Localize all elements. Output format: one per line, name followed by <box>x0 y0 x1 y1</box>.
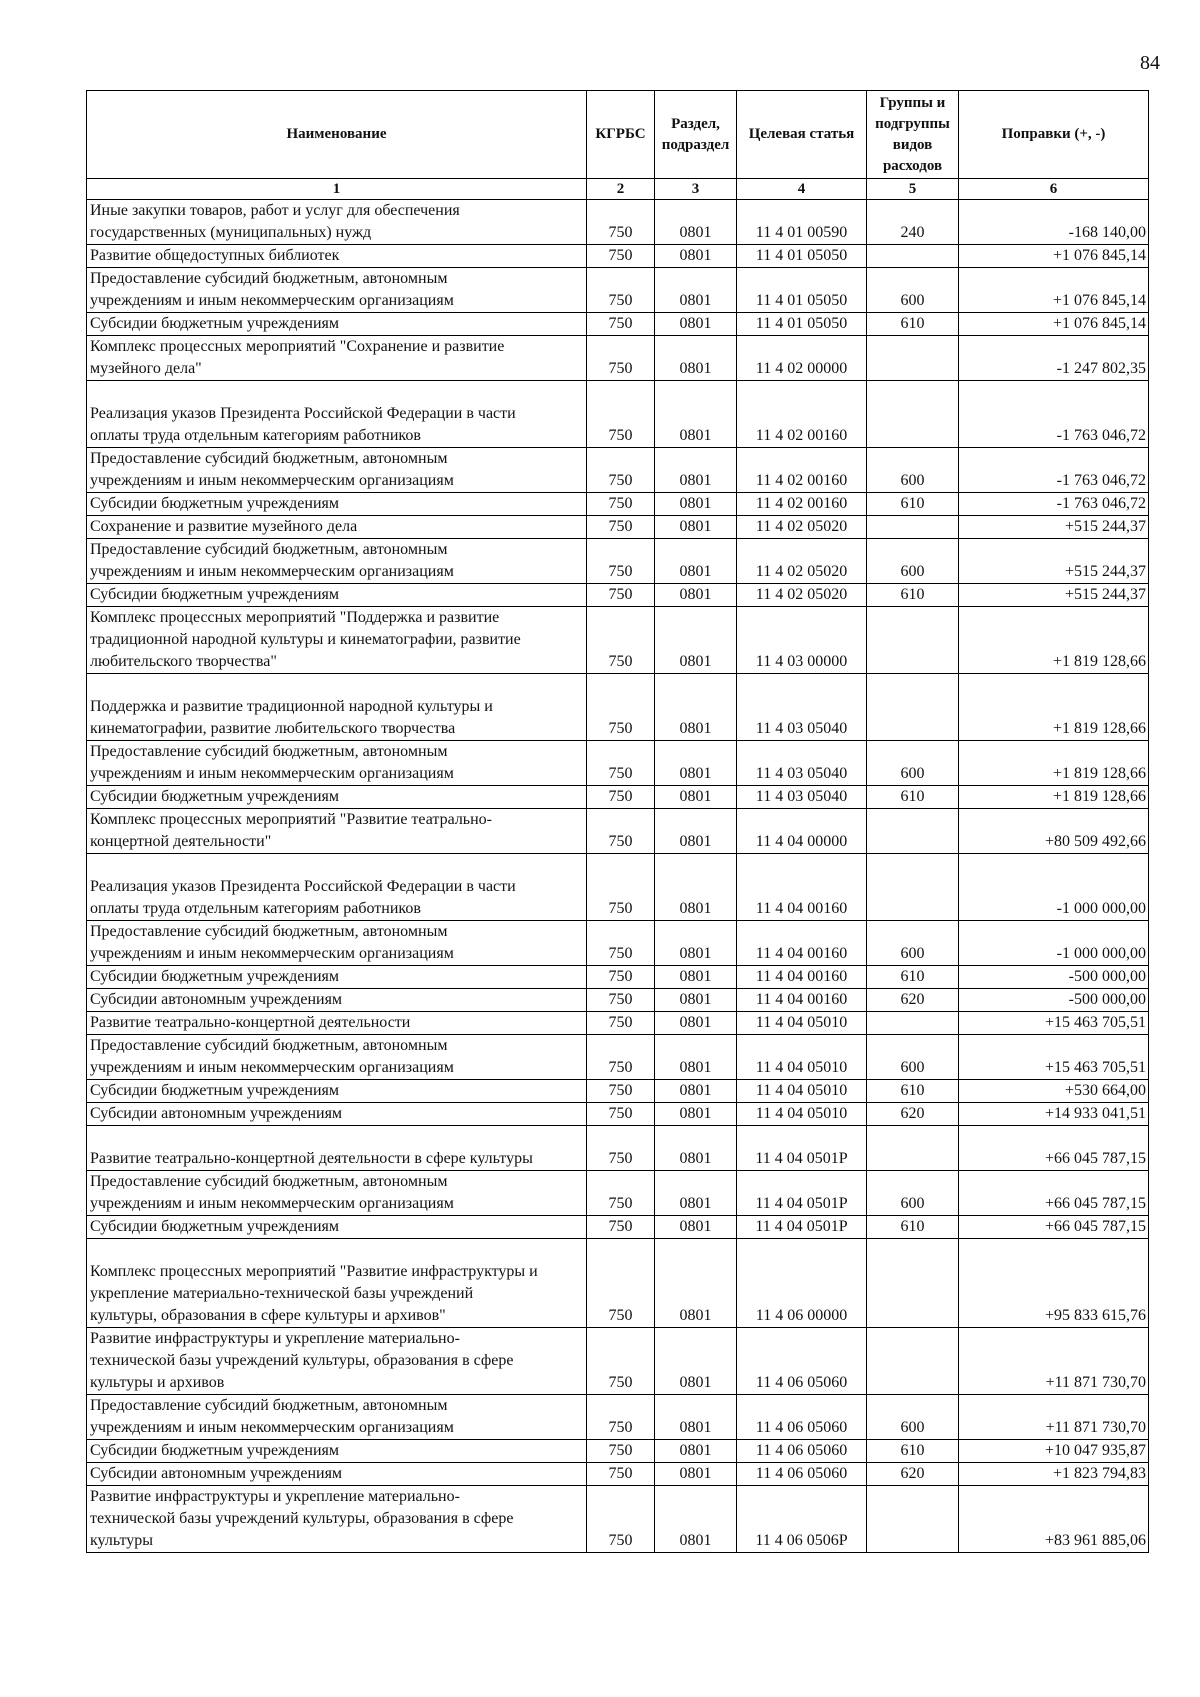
row-name: Комплекс процессных мероприятий "Сохранение и развитие музейного дела" <box>87 336 587 381</box>
row-amount: -168 140,00 <box>959 200 1149 245</box>
row-target: 11 4 04 05010 <box>737 1080 867 1103</box>
row-group: 610 <box>867 493 959 516</box>
row-kgrbs: 750 <box>587 1216 655 1239</box>
row-group: 600 <box>867 1395 959 1440</box>
row-section: 0801 <box>655 516 737 539</box>
row-amount: +515 244,37 <box>959 516 1149 539</box>
row-section: 0801 <box>655 1463 737 1486</box>
row-group: 620 <box>867 1463 959 1486</box>
row-target: 11 4 01 05050 <box>737 245 867 268</box>
row-target: 11 4 03 00000 <box>737 607 867 674</box>
table-row <box>87 448 1149 493</box>
row-amount: -1 763 046,72 <box>959 381 1149 448</box>
table-row <box>87 966 1149 989</box>
row-target: 11 4 04 00160 <box>737 854 867 921</box>
table-row <box>87 1463 1149 1486</box>
row-group <box>867 1012 959 1035</box>
row-section: 0801 <box>655 448 737 493</box>
row-group <box>867 1486 959 1553</box>
row-kgrbs: 750 <box>587 786 655 809</box>
table-row <box>87 200 1149 245</box>
row-amount: +1 819 128,66 <box>959 741 1149 786</box>
row-section: 0801 <box>655 381 737 448</box>
row-name: Развитие театрально-концертной деятельности в сфере культуры <box>87 1126 587 1171</box>
row-name: Сохранение и развитие музейного дела <box>87 516 587 539</box>
row-amount: +1 076 845,14 <box>959 313 1149 336</box>
row-section: 0801 <box>655 245 737 268</box>
header-amount: Поправки (+, -) <box>959 91 1149 179</box>
header-kgrbs: КГРБС <box>587 91 655 179</box>
row-name: Предоставление субсидий бюджетным, автономным учреждениям и иным некоммерческим организациям <box>87 268 587 313</box>
row-name: Субсидии автономным учреждениям <box>87 989 587 1012</box>
table-row <box>87 381 1149 448</box>
row-amount: +515 244,37 <box>959 584 1149 607</box>
row-amount: +14 933 041,51 <box>959 1103 1149 1126</box>
row-kgrbs: 750 <box>587 1171 655 1216</box>
row-amount: -1 763 046,72 <box>959 493 1149 516</box>
row-name: Развитие инфраструктуры и укрепление материально- технической базы учреждений культуры, образования в сфере культуры <box>87 1486 587 1553</box>
row-target: 11 4 04 00160 <box>737 921 867 966</box>
row-amount: +1 076 845,14 <box>959 245 1149 268</box>
table-row <box>87 1012 1149 1035</box>
row-name: Субсидии бюджетным учреждениям <box>87 966 587 989</box>
row-name: Предоставление субсидий бюджетным, автономным учреждениям и иным некоммерческим организациям <box>87 1035 587 1080</box>
row-name: Субсидии бюджетным учреждениям <box>87 786 587 809</box>
row-section: 0801 <box>655 854 737 921</box>
table-row <box>87 1126 1149 1171</box>
row-target: 11 4 04 05010 <box>737 1103 867 1126</box>
column-number-row <box>87 179 1149 200</box>
row-section: 0801 <box>655 741 737 786</box>
row-kgrbs: 750 <box>587 313 655 336</box>
row-group: 610 <box>867 966 959 989</box>
row-group <box>867 336 959 381</box>
header-row <box>87 91 1149 179</box>
row-section: 0801 <box>655 1216 737 1239</box>
table-row <box>87 539 1149 584</box>
row-amount: +1 819 128,66 <box>959 786 1149 809</box>
row-section: 0801 <box>655 1171 737 1216</box>
row-name: Субсидии бюджетным учреждениям <box>87 1080 587 1103</box>
row-group: 620 <box>867 989 959 1012</box>
row-amount: +1 819 128,66 <box>959 607 1149 674</box>
table-row <box>87 809 1149 854</box>
row-group: 240 <box>867 200 959 245</box>
row-group <box>867 674 959 741</box>
table-row <box>87 1216 1149 1239</box>
row-name: Предоставление субсидий бюджетным, автономным учреждениям и иным некоммерческим организациям <box>87 448 587 493</box>
row-name: Развитие инфраструктуры и укрепление материально- технической базы учреждений культуры, образования в сфере культуры и архивов <box>87 1328 587 1395</box>
row-group <box>867 809 959 854</box>
row-amount: +530 664,00 <box>959 1080 1149 1103</box>
row-amount: +10 047 935,87 <box>959 1440 1149 1463</box>
table-row <box>87 1440 1149 1463</box>
header-name: Наименование <box>87 91 587 179</box>
row-name: Предоставление субсидий бюджетным, автономным учреждениям и иным некоммерческим организациям <box>87 1395 587 1440</box>
row-kgrbs: 750 <box>587 921 655 966</box>
row-section: 0801 <box>655 921 737 966</box>
row-name: Предоставление субсидий бюджетным, автономным учреждениям и иным некоммерческим организациям <box>87 539 587 584</box>
table-body <box>87 200 1149 1553</box>
row-kgrbs: 750 <box>587 809 655 854</box>
row-target: 11 4 06 05060 <box>737 1328 867 1395</box>
table-row <box>87 741 1149 786</box>
row-group: 600 <box>867 268 959 313</box>
row-kgrbs: 750 <box>587 1126 655 1171</box>
row-group: 600 <box>867 448 959 493</box>
table-row <box>87 1328 1149 1395</box>
row-group: 610 <box>867 786 959 809</box>
row-kgrbs: 750 <box>587 1103 655 1126</box>
row-target: 11 4 04 0501P <box>737 1216 867 1239</box>
row-target: 11 4 04 0501P <box>737 1126 867 1171</box>
row-amount: -1 000 000,00 <box>959 921 1149 966</box>
table-row <box>87 268 1149 313</box>
table-row <box>87 313 1149 336</box>
row-amount: +1 076 845,14 <box>959 268 1149 313</box>
table-row <box>87 245 1149 268</box>
row-kgrbs: 750 <box>587 336 655 381</box>
row-name: Реализация указов Президента Российской Федерации в части оплаты труда отдельным категориям работников <box>87 381 587 448</box>
row-group: 610 <box>867 313 959 336</box>
row-kgrbs: 750 <box>587 1012 655 1035</box>
row-name: Субсидии бюджетным учреждениям <box>87 584 587 607</box>
row-section: 0801 <box>655 200 737 245</box>
row-group: 610 <box>867 1440 959 1463</box>
row-amount: -500 000,00 <box>959 966 1149 989</box>
column-number: 1 <box>87 179 587 200</box>
header-target: Целевая статья <box>737 91 867 179</box>
table-row <box>87 1080 1149 1103</box>
row-section: 0801 <box>655 1080 737 1103</box>
column-number: 5 <box>867 179 959 200</box>
row-kgrbs: 750 <box>587 966 655 989</box>
row-target: 11 4 01 05050 <box>737 313 867 336</box>
column-number: 2 <box>587 179 655 200</box>
row-target: 11 4 04 00160 <box>737 966 867 989</box>
row-amount: +11 871 730,70 <box>959 1395 1149 1440</box>
row-target: 11 4 06 0506P <box>737 1486 867 1553</box>
table-row <box>87 989 1149 1012</box>
table-row <box>87 674 1149 741</box>
table-row <box>87 516 1149 539</box>
row-target: 11 4 04 05010 <box>737 1035 867 1080</box>
row-group: 610 <box>867 1080 959 1103</box>
row-name: Развитие общедоступных библиотек <box>87 245 587 268</box>
row-kgrbs: 750 <box>587 516 655 539</box>
row-name: Субсидии автономным учреждениям <box>87 1103 587 1126</box>
row-target: 11 4 04 00000 <box>737 809 867 854</box>
row-group: 600 <box>867 1035 959 1080</box>
row-kgrbs: 750 <box>587 1080 655 1103</box>
table-row <box>87 854 1149 921</box>
row-target: 11 4 02 05020 <box>737 516 867 539</box>
row-target: 11 4 04 0501P <box>737 1171 867 1216</box>
row-group: 610 <box>867 1216 959 1239</box>
table-row <box>87 493 1149 516</box>
row-amount: -1 247 802,35 <box>959 336 1149 381</box>
row-name: Иные закупки товаров, работ и услуг для обеспечения государственных (муниципальных) нужд <box>87 200 587 245</box>
row-kgrbs: 750 <box>587 539 655 584</box>
row-section: 0801 <box>655 1035 737 1080</box>
row-kgrbs: 750 <box>587 493 655 516</box>
row-kgrbs: 750 <box>587 1463 655 1486</box>
row-kgrbs: 750 <box>587 1035 655 1080</box>
row-kgrbs: 750 <box>587 854 655 921</box>
table-row <box>87 1239 1149 1328</box>
row-kgrbs: 750 <box>587 607 655 674</box>
row-group <box>867 245 959 268</box>
table-row <box>87 1486 1149 1553</box>
row-section: 0801 <box>655 786 737 809</box>
row-kgrbs: 750 <box>587 741 655 786</box>
row-target: 11 4 03 05040 <box>737 786 867 809</box>
budget-amendments-table <box>86 90 1149 1553</box>
row-amount: +11 871 730,70 <box>959 1328 1149 1395</box>
column-number: 6 <box>959 179 1149 200</box>
row-target: 11 4 04 05010 <box>737 1012 867 1035</box>
row-amount: -500 000,00 <box>959 989 1149 1012</box>
row-target: 11 4 02 00160 <box>737 493 867 516</box>
row-amount: +95 833 615,76 <box>959 1239 1149 1328</box>
row-section: 0801 <box>655 1440 737 1463</box>
row-target: 11 4 06 05060 <box>737 1463 867 1486</box>
row-target: 11 4 06 05060 <box>737 1440 867 1463</box>
row-name: Субсидии бюджетным учреждениям <box>87 1216 587 1239</box>
table-row <box>87 1171 1149 1216</box>
row-section: 0801 <box>655 493 737 516</box>
row-amount: +515 244,37 <box>959 539 1149 584</box>
row-amount: -1 763 046,72 <box>959 448 1149 493</box>
row-target: 11 4 02 00000 <box>737 336 867 381</box>
row-group <box>867 1126 959 1171</box>
row-group: 620 <box>867 1103 959 1126</box>
header-group: Группы и подгруппы видов расходов <box>867 91 959 179</box>
table-row <box>87 336 1149 381</box>
row-group <box>867 854 959 921</box>
row-section: 0801 <box>655 313 737 336</box>
row-name: Комплекс процессных мероприятий "Поддержка и развитие традиционной народной культуры и кинематографии, развитие любительского творчества" <box>87 607 587 674</box>
row-kgrbs: 750 <box>587 1395 655 1440</box>
row-section: 0801 <box>655 607 737 674</box>
row-section: 0801 <box>655 1395 737 1440</box>
row-kgrbs: 750 <box>587 989 655 1012</box>
row-amount: +1 823 794,83 <box>959 1463 1149 1486</box>
column-number: 3 <box>655 179 737 200</box>
row-amount: +83 961 885,06 <box>959 1486 1149 1553</box>
row-target: 11 4 06 05060 <box>737 1395 867 1440</box>
table-row <box>87 1395 1149 1440</box>
row-section: 0801 <box>655 1012 737 1035</box>
row-target: 11 4 02 00160 <box>737 381 867 448</box>
header-section: Раздел, подраздел <box>655 91 737 179</box>
table-row <box>87 607 1149 674</box>
column-number: 4 <box>737 179 867 200</box>
row-group: 600 <box>867 1171 959 1216</box>
row-section: 0801 <box>655 809 737 854</box>
row-kgrbs: 750 <box>587 381 655 448</box>
row-kgrbs: 750 <box>587 200 655 245</box>
page-number: 84 <box>1140 52 1160 74</box>
row-amount: +66 045 787,15 <box>959 1126 1149 1171</box>
table-row <box>87 921 1149 966</box>
row-section: 0801 <box>655 1126 737 1171</box>
row-group <box>867 1239 959 1328</box>
row-target: 11 4 02 00160 <box>737 448 867 493</box>
row-name: Предоставление субсидий бюджетным, автономным учреждениям и иным некоммерческим организациям <box>87 1171 587 1216</box>
row-group: 600 <box>867 921 959 966</box>
row-name: Субсидии бюджетным учреждениям <box>87 493 587 516</box>
table-row <box>87 1035 1149 1080</box>
row-name: Развитие театрально-концертной деятельности <box>87 1012 587 1035</box>
row-name: Субсидии бюджетным учреждениям <box>87 313 587 336</box>
row-amount: +1 819 128,66 <box>959 674 1149 741</box>
row-kgrbs: 750 <box>587 448 655 493</box>
row-target: 11 4 01 05050 <box>737 268 867 313</box>
row-amount: -1 000 000,00 <box>959 854 1149 921</box>
row-name: Комплекс процессных мероприятий "Развитие инфраструктуры и укрепление материально-технической базы учреждений культуры, образования в сфере культуры и архивов" <box>87 1239 587 1328</box>
row-section: 0801 <box>655 336 737 381</box>
row-name: Субсидии автономным учреждениям <box>87 1463 587 1486</box>
row-section: 0801 <box>655 966 737 989</box>
row-section: 0801 <box>655 674 737 741</box>
row-name: Комплекс процессных мероприятий "Развитие театрально- концертной деятельности" <box>87 809 587 854</box>
row-amount: +15 463 705,51 <box>959 1012 1149 1035</box>
row-amount: +66 045 787,15 <box>959 1216 1149 1239</box>
row-section: 0801 <box>655 268 737 313</box>
row-section: 0801 <box>655 584 737 607</box>
row-group: 610 <box>867 584 959 607</box>
row-kgrbs: 750 <box>587 1440 655 1463</box>
row-name: Субсидии бюджетным учреждениям <box>87 1440 587 1463</box>
row-target: 11 4 01 00590 <box>737 200 867 245</box>
row-name: Реализация указов Президента Российской Федерации в части оплаты труда отдельным категориям работников <box>87 854 587 921</box>
row-section: 0801 <box>655 1328 737 1395</box>
row-target: 11 4 02 05020 <box>737 539 867 584</box>
row-group <box>867 1328 959 1395</box>
row-name: Поддержка и развитие традиционной народной культуры и кинематографии, развитие любительского творчества <box>87 674 587 741</box>
row-group <box>867 381 959 448</box>
row-target: 11 4 04 00160 <box>737 989 867 1012</box>
row-group <box>867 516 959 539</box>
row-kgrbs: 750 <box>587 674 655 741</box>
table-row <box>87 1103 1149 1126</box>
table-row <box>87 786 1149 809</box>
row-section: 0801 <box>655 539 737 584</box>
row-amount: +80 509 492,66 <box>959 809 1149 854</box>
row-group: 600 <box>867 741 959 786</box>
row-kgrbs: 750 <box>587 1486 655 1553</box>
row-target: 11 4 03 05040 <box>737 741 867 786</box>
row-group <box>867 607 959 674</box>
row-name: Предоставление субсидий бюджетным, автономным учреждениям и иным некоммерческим организациям <box>87 741 587 786</box>
row-section: 0801 <box>655 989 737 1012</box>
row-kgrbs: 750 <box>587 245 655 268</box>
row-kgrbs: 750 <box>587 584 655 607</box>
row-section: 0801 <box>655 1486 737 1553</box>
row-kgrbs: 750 <box>587 1328 655 1395</box>
row-section: 0801 <box>655 1239 737 1328</box>
row-target: 11 4 03 05040 <box>737 674 867 741</box>
row-section: 0801 <box>655 1103 737 1126</box>
table-row <box>87 584 1149 607</box>
row-name: Предоставление субсидий бюджетным, автономным учреждениям и иным некоммерческим организациям <box>87 921 587 966</box>
row-group: 600 <box>867 539 959 584</box>
row-target: 11 4 02 05020 <box>737 584 867 607</box>
row-kgrbs: 750 <box>587 1239 655 1328</box>
row-amount: +15 463 705,51 <box>959 1035 1149 1080</box>
row-amount: +66 045 787,15 <box>959 1171 1149 1216</box>
row-target: 11 4 06 00000 <box>737 1239 867 1328</box>
row-kgrbs: 750 <box>587 268 655 313</box>
